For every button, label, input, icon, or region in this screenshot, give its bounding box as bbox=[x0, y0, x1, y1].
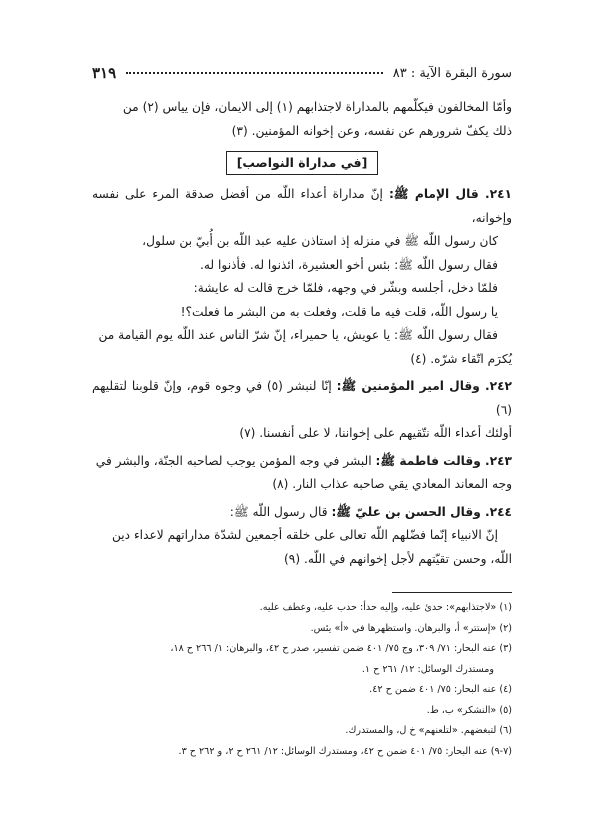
hadith-242-label: ٢٤٢. وقال امير المؤمنين ﷺ: bbox=[336, 379, 512, 393]
hadith-243-line-2: وجه المعاند المعادي يقي صاحبه عذاب النار. (٨) bbox=[272, 477, 512, 491]
intro-line-2: ذلك يكفّ شرورهم عن نفسه، وعن إخوانه المؤمنين. (٣) bbox=[231, 123, 512, 138]
footnotes bbox=[92, 598, 512, 762]
hadith-241 bbox=[92, 183, 512, 230]
hadith-244 bbox=[92, 501, 512, 525]
intro-line-1: وأمّا المخالفون فيكلّمهم بالمداراة لاجتذابهم (١) إلى الايمان، فإن يياس (٢) من bbox=[122, 100, 512, 114]
hadith-243 bbox=[92, 450, 512, 474]
footnote-separator bbox=[392, 592, 512, 593]
section-title: [في مداراة النواصب] bbox=[226, 151, 379, 175]
footnote-2: (٢) «إستتر» أ، والبرهان. واستظهرها في «أ» يئس. bbox=[310, 622, 512, 634]
hadith-244-line-3: اللّه، وحسن تقيّتهم لأجل إخوانهم في اللّه. (٩) bbox=[284, 551, 512, 566]
hadith-244-text: قال رسول اللّه ﷺ: bbox=[229, 504, 328, 519]
footnote-3: (٣) عنه البحار: ٧١/ ٣٠٩، وج ٧٥/ ٤٠١ ضمن تفسير، صدر ح ٤٢، والبرهان: ١/ ٢٦٦ ح ١٨، bbox=[170, 643, 512, 654]
hadith-241-line-6: فقال رسول اللّه ﷺ: يا عويش، يا حميراء، إنّ شرّ الناس عند اللّه يوم القيامة من bbox=[98, 328, 498, 342]
hadith-242 bbox=[92, 375, 512, 422]
page-header bbox=[92, 62, 512, 84]
footnote-7-9: (٧-٩) عنه البحار: ٧٥/ ٤٠١ ضمن ح ٤٢، ومستدرك الوسائل: ١٢/ ٢٦١ ح ٢، و ٢٦٢ ح ٣. bbox=[178, 745, 512, 757]
hadith-242-text: إنّا لنبشر (٥) في وجوه قوم، وإنّ قلوبنا لتقليهم (٦) bbox=[92, 379, 512, 417]
footnote-3-continued: ومستدرك الوسائل: ١٢/ ٢٦١ ح ١. bbox=[361, 663, 494, 675]
hadith-241-label: ٢٤١. قال الإمام ﷺ: bbox=[388, 187, 512, 201]
hadith-242-line-2: أولئك أعداء اللّه نتّقيهم على إخواننا، لا على أنفسنا. (٧) bbox=[239, 426, 512, 440]
main-text bbox=[92, 96, 512, 571]
hadith-244-line-2: إنّ الانبياء إنّما فضّلهم اللّه تعالى على خلقه أجمعين لشدّة مداراتهم لاعداء دين bbox=[111, 528, 498, 542]
hadith-244-label: ٢٤٤. وقال الحسن بن عليّ ﷺ: bbox=[331, 504, 512, 519]
hadith-241-line-3: فقال رسول اللّه ﷺ: بئس أخو العشيرة، ائذنوا له. فأذنوا له. bbox=[200, 257, 498, 272]
footnote-6: (٦) لتبغضهم. «لتلعنهم» خ ل، والمستدرك. bbox=[345, 725, 512, 736]
footnote-5: (٥) «النشكر» ب، ط. bbox=[426, 704, 512, 716]
running-title: سورة البقرة الآية : ٨٣ bbox=[392, 65, 512, 81]
hadith-241-line-7: يُكرَم اتّقاء شرّه. (٤) bbox=[410, 351, 512, 366]
page-number: ٣١٩ bbox=[92, 64, 117, 82]
hadith-243-label: ٢٤٣. وقالت فاطمة ﷺ: bbox=[375, 453, 512, 468]
footnote-1: (١) «لاجتذابهم»: حدئ عليه، وإليه حدأ: حدب عليه، وعطف عليه. bbox=[259, 602, 512, 613]
hadith-243-text: البشر في وجه المؤمن يوجب لصاحبه الجنّة، والبشر في bbox=[95, 453, 372, 468]
hadith-241-line-5: يا رسول اللّه، قلت فيه ما قلت، وفعلت به من البشر ما فعلت؟! bbox=[180, 304, 498, 319]
header-dotted-rule bbox=[126, 72, 383, 74]
hadith-241-line-2: كان رسول اللّه ﷺ في منزله إذ استاذن عليه عبد اللّه بن أُبيّ بن سلول، bbox=[142, 234, 498, 248]
hadith-241-line-4: فلمّا دخل، أجلسه وبشّر في وجهه، فلمّا خرج قالت له عايشة: bbox=[193, 281, 498, 295]
hadith-241-text: إنّ مداراة أعداء اللّه من أفضل صدقة المرء على نفسه وإخوانه، bbox=[92, 187, 512, 225]
footnote-4: (٤) عنه البحار: ٧٥/ ٤٠١ ضمن ح ٤٢. bbox=[369, 684, 512, 695]
